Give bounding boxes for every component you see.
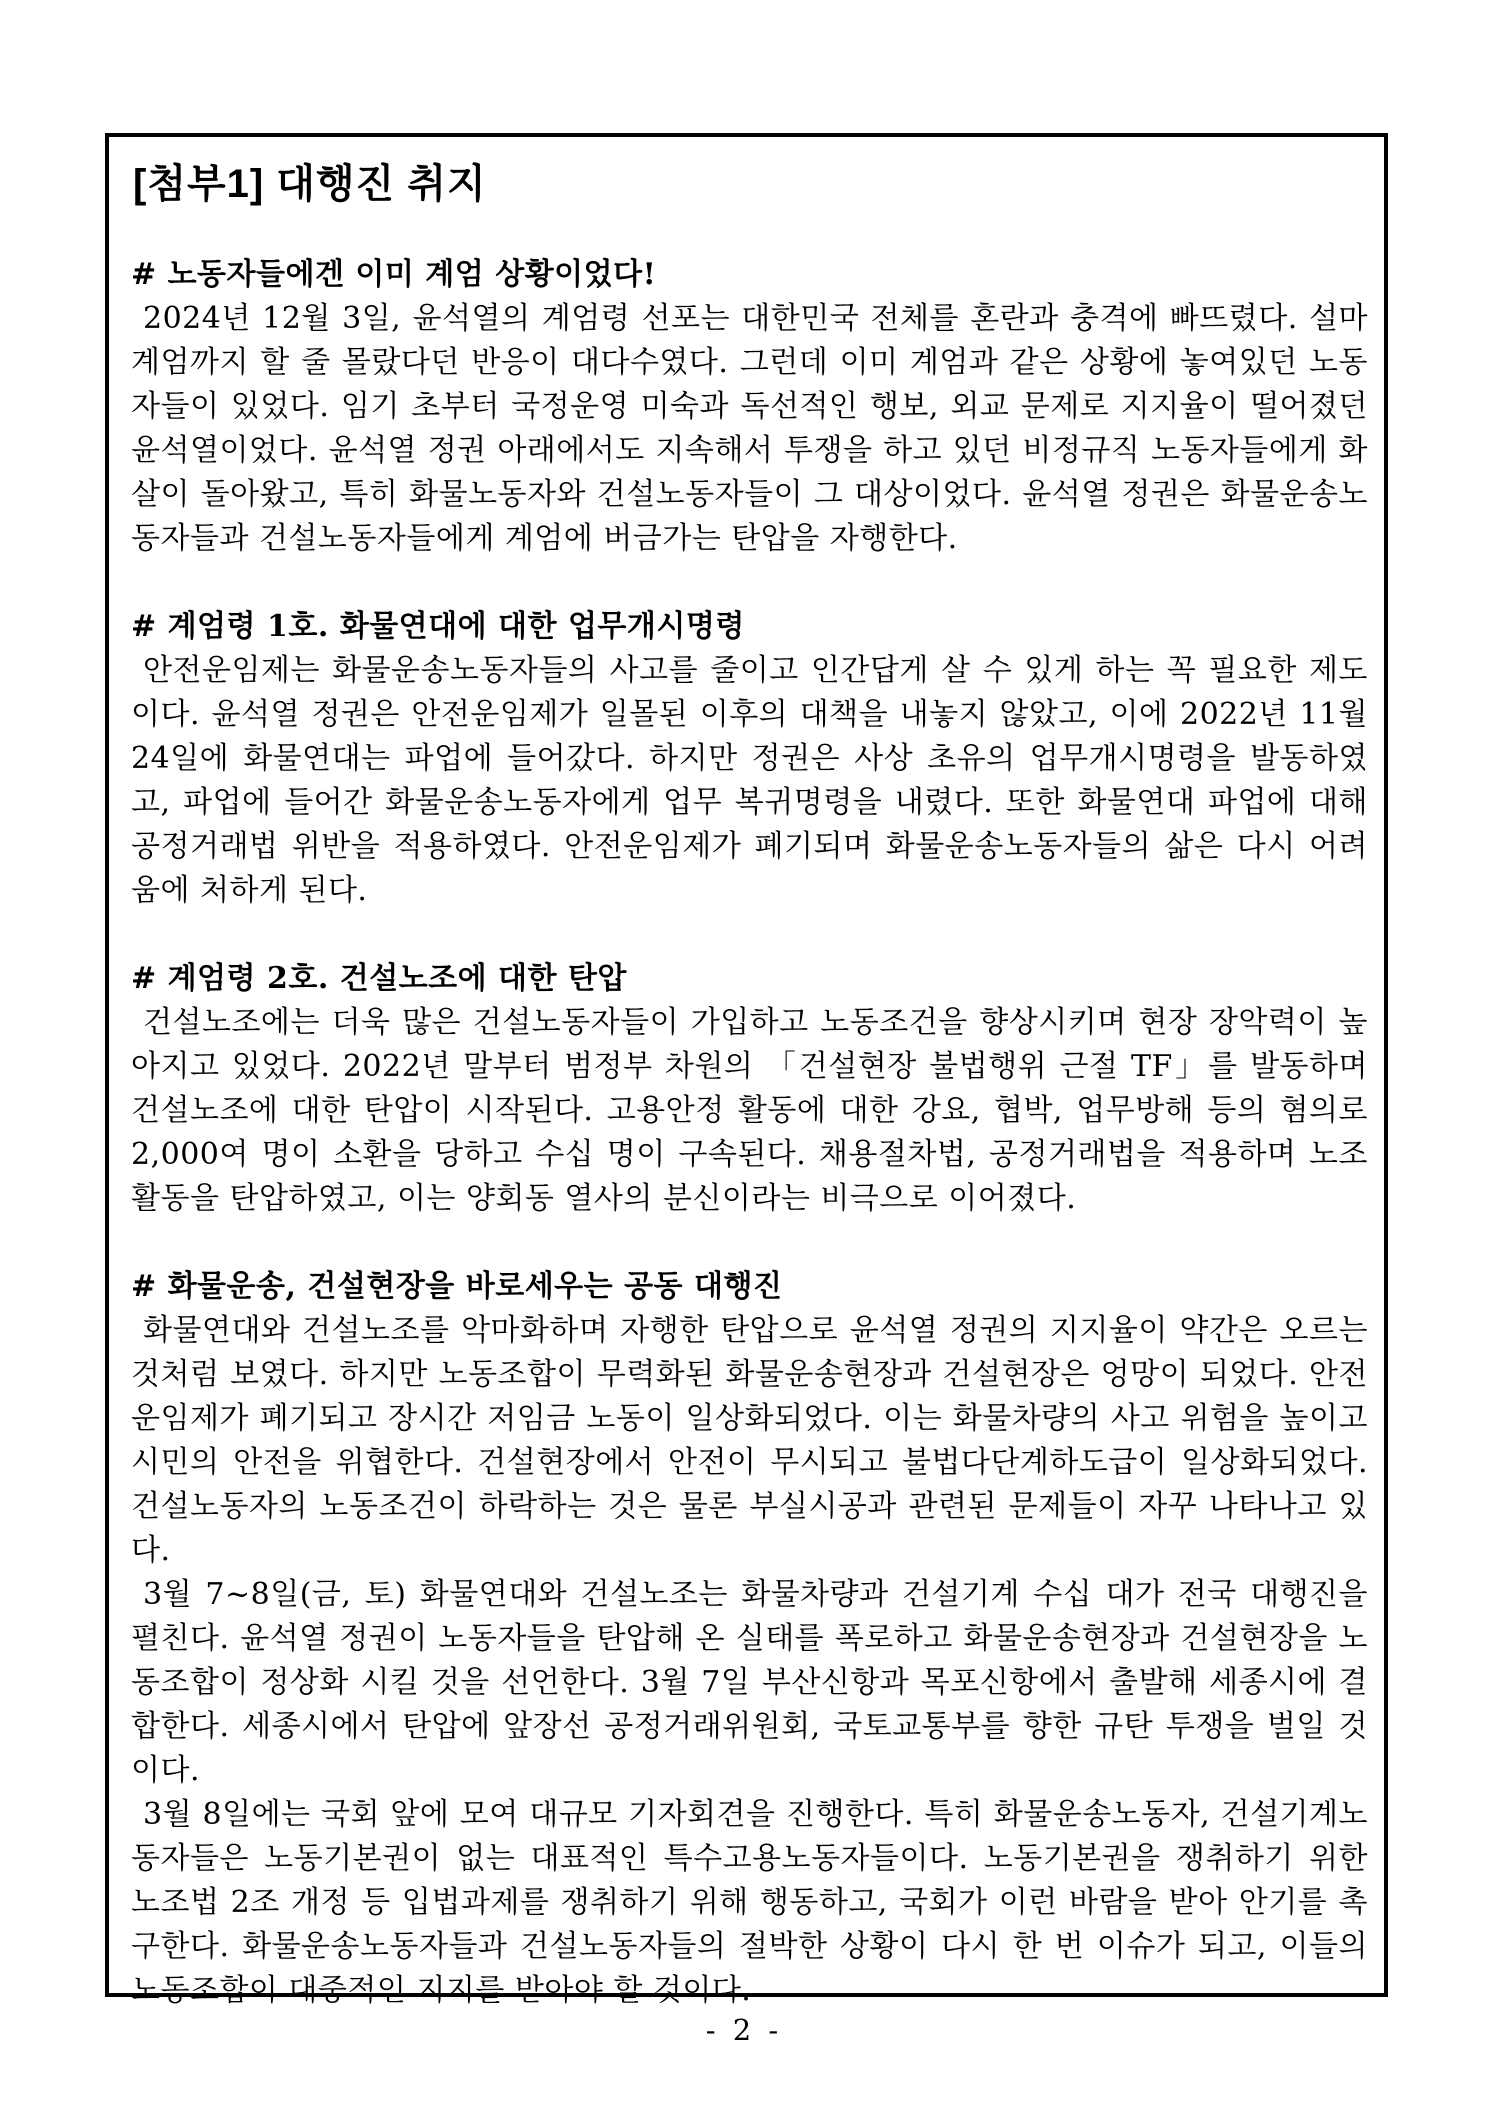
section-already-martial-law [131,253,1368,561]
section-joint-march [131,1265,1368,2013]
body-paragraph: 3월 8일에는 국회 앞에 모여 대규모 기자회견을 진행한다. 특히 화물운송노동자, 건설기계노동자들은 노동기본권이 없는 대표적인 특수고용노동자들이다. 노동기본권을 쟁취하기 위한 노조법 2조 개정 등 입법과제를 쟁취하기 위해 행동하고, 국회가 이런 바람을 받아 안기를 촉구한다. 화물운송노동자들과 건설노동자들의 절박한 상황이 다시 한 번 이슈가 되고, 이들의 노동조합이 대중적인 지지를 받아야 할 것이다. [131,1797,1368,2008]
attachment-title: [첨부1] 대행진 취지 [133,162,487,206]
section-header: # 계엄령 1호. 화물연대에 대한 업무개시명령 [131,609,745,644]
section-header: # 계엄령 2호. 건설노조에 대한 탄압 [131,961,627,996]
section-martial-law-order-1 [131,605,1368,913]
section-header: # 노동자들에겐 이미 계엄 상황이었다! [131,257,657,292]
body-paragraph: 건설노조에는 더욱 많은 건설노동자들이 가입하고 노동조건을 향상시키며 현장 장악력이 높아지고 있었다. 2022년 말부터 범정부 차원의 「건설현장 불법행위 근절 TF」를 발동하며 건설노조에 대한 탄압이 시작된다. 고용안정 활동에 대한 강요, 협박, 업무방해 등의 혐의로 2,000여 명이 소환을 당하고 수십 명이 구속된다. 채용절차법, 공정거래법을 적용하며 노조활동을 탄압하였고, 이는 양회동 열사의 분신이라는 비극으로 이어졌다. [131,1005,1368,1216]
section-header: # 화물운송, 건설현장을 바로세우는 공동 대행진 [131,1269,783,1304]
page-number: - 2 - [705,2013,783,2047]
body-paragraph: 2024년 12월 3일, 윤석열의 계엄령 선포는 대한민국 전체를 혼란과 충격에 빠뜨렸다. 설마 계엄까지 할 줄 몰랐다던 반응이 대다수였다. 그런데 이미 계엄과 같은 상황에 놓여있던 노동자들이 있었다. 임기 초부터 국정운영 미숙과 독선적인 행보, 외교 문제로 지지율이 떨어졌던 윤석열이었다. 윤석열 정권 아래에서도 지속해서 투쟁을 하고 있던 비정규직 노동자들에게 화살이 돌아왔고, 특히 화물노동자와 건설노동자들이 그 대상이었다. 윤석열 정권은 화물운송노동자들과 건설노동자들에게 계엄에 버금가는 탄압을 자행한다. [131,301,1368,556]
content-border-box [105,133,1388,2008]
body-paragraph: 3월 7~8일(금, 토) 화물연대와 건설노조는 화물차량과 건설기계 수십 대가 전국 대행진을 펼친다. 윤석열 정권이 노동자들을 탄압해 온 실태를 폭로하고 화물운송현장과 건설현장을 노동조합이 정상화 시킬 것을 선언한다. 3월 7일 부산신항과 목포신항에서 출발해 세종시에 결합한다. 세종시에서 탄압에 앞장선 공정거래위원회, 국토교통부를 향한 규탄 투쟁을 벌일 것이다. [131,1577,1368,1788]
body-paragraph: 화물연대와 건설노조를 악마화하며 자행한 탄압으로 윤석열 정권의 지지율이 약간은 오르는 것처럼 보였다. 하지만 노동조합이 무력화된 화물운송현장과 건설현장은 엉망이 되었다. 안전운임제가 폐기되고 장시간 저임금 노동이 일상화되었다. 이는 화물차량의 사고 위험을 높이고 시민의 안전을 위협한다. 건설현장에서 안전이 무시되고 불법다단계하도급이 일상화되었다. 건설노동자의 노동조건이 하락하는 것은 물론 부실시공과 관련된 문제들이 자꾸 나타나고 있다. [131,1313,1368,1568]
body-paragraph: 안전운임제는 화물운송노동자들의 사고를 줄이고 인간답게 살 수 있게 하는 꼭 필요한 제도이다. 윤석열 정권은 안전운임제가 일몰된 이후의 대책을 내놓지 않았고, 이에 2022년 11월 24일에 화물연대는 파업에 들어갔다. 하지만 정권은 사상 초유의 업무개시명령을 발동하였고, 파업에 들어간 화물운송노동자에게 업무 복귀명령을 내렸다. 또한 화물연대 파업에 대해 공정거래법 위반을 적용하였다. 안전운임제가 폐기되며 화물운송노동자들의 삶은 다시 어려움에 처하게 된다. [131,653,1368,908]
section-martial-law-order-2 [131,957,1368,1221]
